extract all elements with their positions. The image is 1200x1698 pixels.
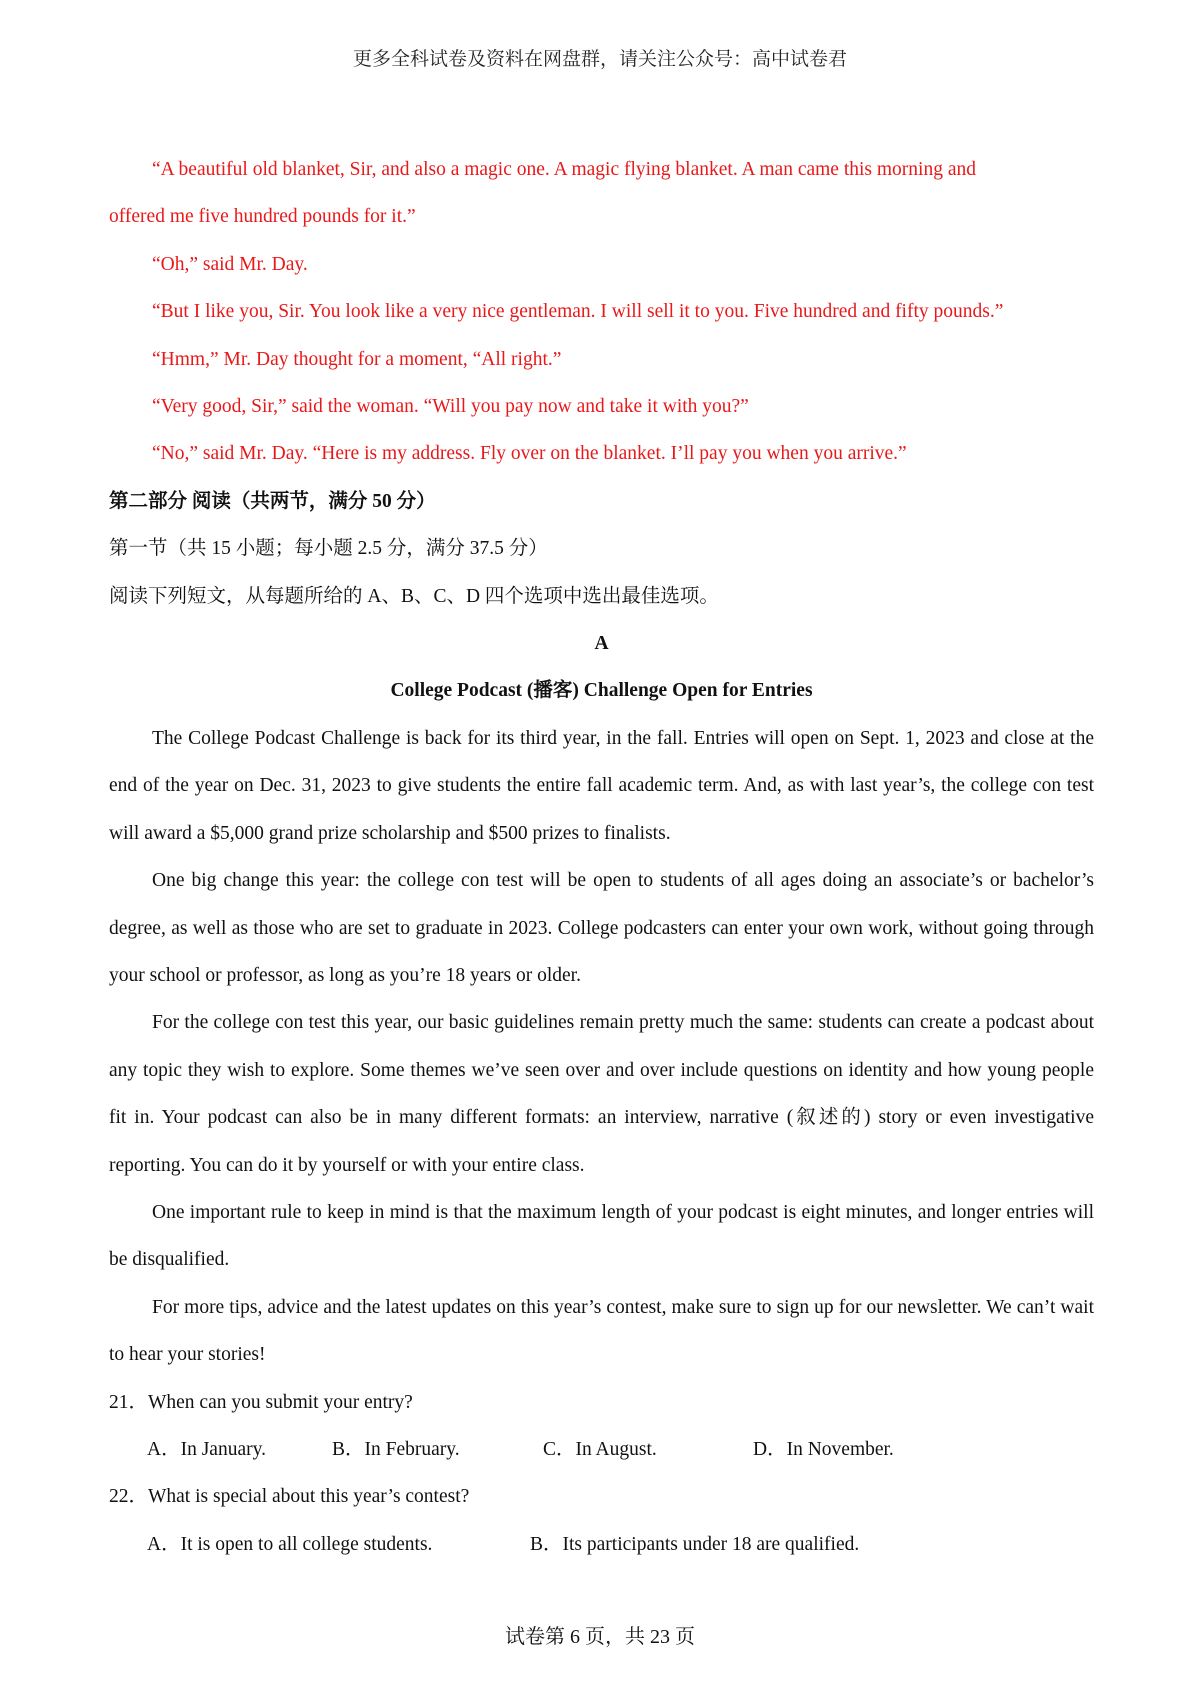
story-line: “No,” said Mr. Day. “Here is my address. Fly over on the blanket. I’ll pay you when you arrive.” — [152, 443, 907, 465]
passage-paragraph: One important rule to keep in mind is that the maximum length of your podcast is eight minutes, and longer entries will be disqualified. — [109, 1201, 1094, 1271]
passage-paragraph: The College Podcast Challenge is back for its third year, in the fall. Entries will open on Sept. 1, 2023 and close at the end of the year on Dec. 31, 2023 to give students the entire fall academic term. And, as with last year’s, the college con test will award a $5,000 grand prize scholarship and $500 prizes to finalists. — [109, 727, 1094, 844]
option-a: A．It is open to all college students. — [147, 1533, 433, 1555]
page-footer: 试卷第 6 页，共 23 页 — [505, 1626, 695, 1648]
question-options — [109, 1521, 1094, 1568]
passage-paragraph: For more tips, advice and the latest updates on this year’s contest, make sure to sign up for our newsletter. We can’t wait to hear your stories! — [109, 1296, 1094, 1366]
passage-paragraph: One big change this year: the college con test will be open to students of all ages doing an associate’s or bachelor’s degree, as well as those who are set to graduate in 2023. College podcasters can enter your own work, without going through your school or professor, as long as you’re 18 years or older. — [109, 870, 1094, 986]
document-content — [109, 146, 1094, 1568]
option-b: B．In February. — [332, 1438, 460, 1460]
instruction-text: 阅读下列短文，从每题所给的 A、B、C、D 四个选项中选出最佳选项。 — [109, 585, 719, 607]
question-stem: 22．What is special about this year’s contest? — [109, 1486, 470, 1508]
story-line: “Hmm,” Mr. Day thought for a moment, “All right.” — [152, 348, 562, 370]
option-b: B．Its participants under 18 are qualified. — [530, 1533, 860, 1555]
story-line: “Very good, Sir,” said the woman. “Will you pay now and take it with you?” — [152, 396, 749, 418]
page-header-notice: 更多全科试卷及资料在网盘群，请关注公众号：高中试卷君 — [352, 49, 847, 70]
story-line: “Oh,” said Mr. Day. — [152, 253, 308, 275]
subsection-title: 第一节（共 15 小题；每小题 2.5 分，满分 37.5 分） — [109, 538, 548, 560]
story-line: “A beautiful old blanket, Sir, and also a magic one. A magic flying blanket. A man came this morning and — [152, 159, 976, 180]
part-title: 第二部分 阅读（共两节，满分 50 分） — [109, 490, 436, 512]
question-stem: 21．When can you submit your entry? — [109, 1391, 413, 1413]
question-options — [109, 1426, 1094, 1473]
passage-letter: A — [594, 633, 609, 655]
story-line: offered me five hundred pounds for it.” — [109, 206, 416, 228]
passage-paragraph: For the college con test this year, our basic guidelines remain pretty much the same: students can create a podcast about any topic they wish to explore. Some themes we’ve seen over and over include questions on identity and how young people fit in. Your podcast can also be in many different formats: an interview, narrative (叙述的) story or even investigative reporting. You can do it by yourself or with your entire class. — [109, 1012, 1094, 1176]
option-a: A．In January. — [147, 1438, 266, 1460]
story-excerpt — [109, 146, 1094, 478]
option-c: C．In August. — [543, 1438, 657, 1460]
passage-title: College Podcast (播客) Challenge Open for Entries — [390, 680, 813, 702]
story-line: “But I like you, Sir. You look like a very nice gentleman. I will sell it to you. Five hundred and fifty pounds.” — [152, 301, 1004, 323]
option-d: D．In November. — [753, 1438, 894, 1460]
